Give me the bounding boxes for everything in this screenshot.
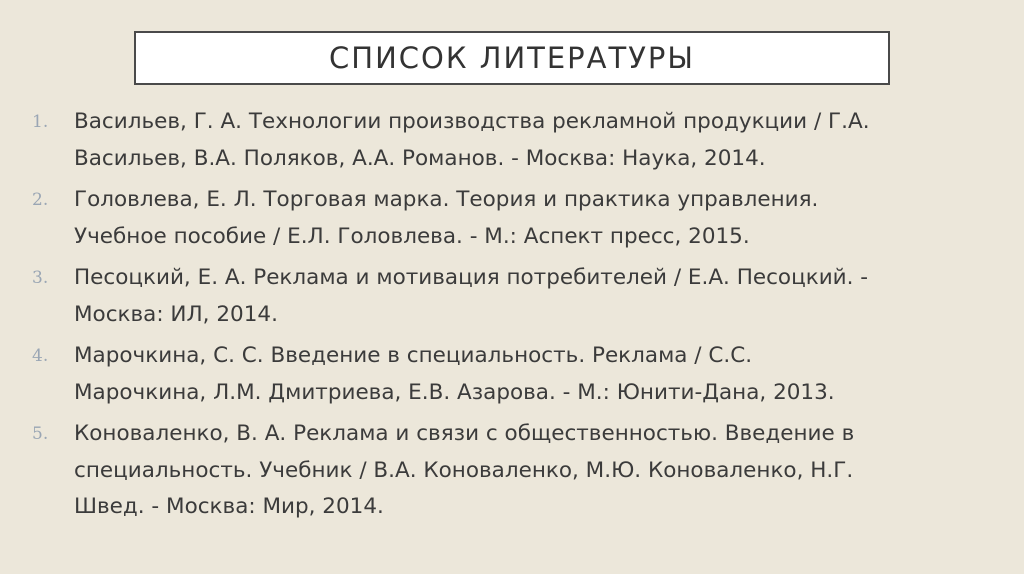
- reference-number: 3.: [32, 268, 49, 288]
- reference-text: [74, 338, 992, 411]
- reference-line: Песоцкий, Е. А. Реклама и мотивация потребителей / Е.А. Песоцкий. -: [74, 265, 869, 290]
- reference-line: Марочкина, С. С. Введение в специальность. Реклама / С.С.: [74, 343, 753, 368]
- reference-line: специальность. Учебник / В.А. Коноваленко, М.Ю. Коноваленко, Н.Г.: [74, 457, 854, 483]
- reference-line: Учебное пособие / Е.Л. Головлева. - М.: Аспект пресс, 2015.: [74, 223, 750, 249]
- reference-line: Швед. - Москва: Мир, 2014.: [74, 494, 384, 519]
- reference-text: [74, 104, 992, 177]
- reference-item: [32, 416, 992, 526]
- reference-text: [74, 416, 992, 526]
- reference-line: Коноваленко, В. А. Реклама и связи с общественностью. Введение в: [74, 421, 855, 446]
- reference-item: [32, 182, 992, 255]
- reference-item: [32, 338, 992, 411]
- reference-item: [32, 260, 992, 333]
- slide-title: СПИСОК ЛИТЕРАТУРЫ: [329, 41, 695, 75]
- reference-list: [32, 104, 992, 531]
- reference-item: [32, 104, 992, 177]
- reference-line: Васильев, Г. А. Технологии производства рекламной продукции / Г.А.: [74, 109, 870, 134]
- reference-number: 1.: [32, 112, 49, 132]
- reference-line: Головлева, Е. Л. Торговая марка. Теория и практика управления.: [74, 187, 819, 212]
- reference-text: [74, 182, 992, 255]
- reference-text: [74, 260, 992, 333]
- reference-line: Марочкина, Л.М. Дмитриева, Е.В. Азарова. - М.: Юнити-Дана, 2013.: [74, 379, 835, 405]
- reference-line: Москва: ИЛ, 2014.: [74, 301, 278, 327]
- reference-number: 2.: [32, 190, 49, 210]
- reference-line: Васильев, В.А. Поляков, А.А. Романов. - Москва: Наука, 2014.: [74, 145, 766, 171]
- reference-number: 4.: [32, 346, 49, 366]
- reference-number: 5.: [32, 424, 49, 444]
- title-box: [134, 31, 890, 85]
